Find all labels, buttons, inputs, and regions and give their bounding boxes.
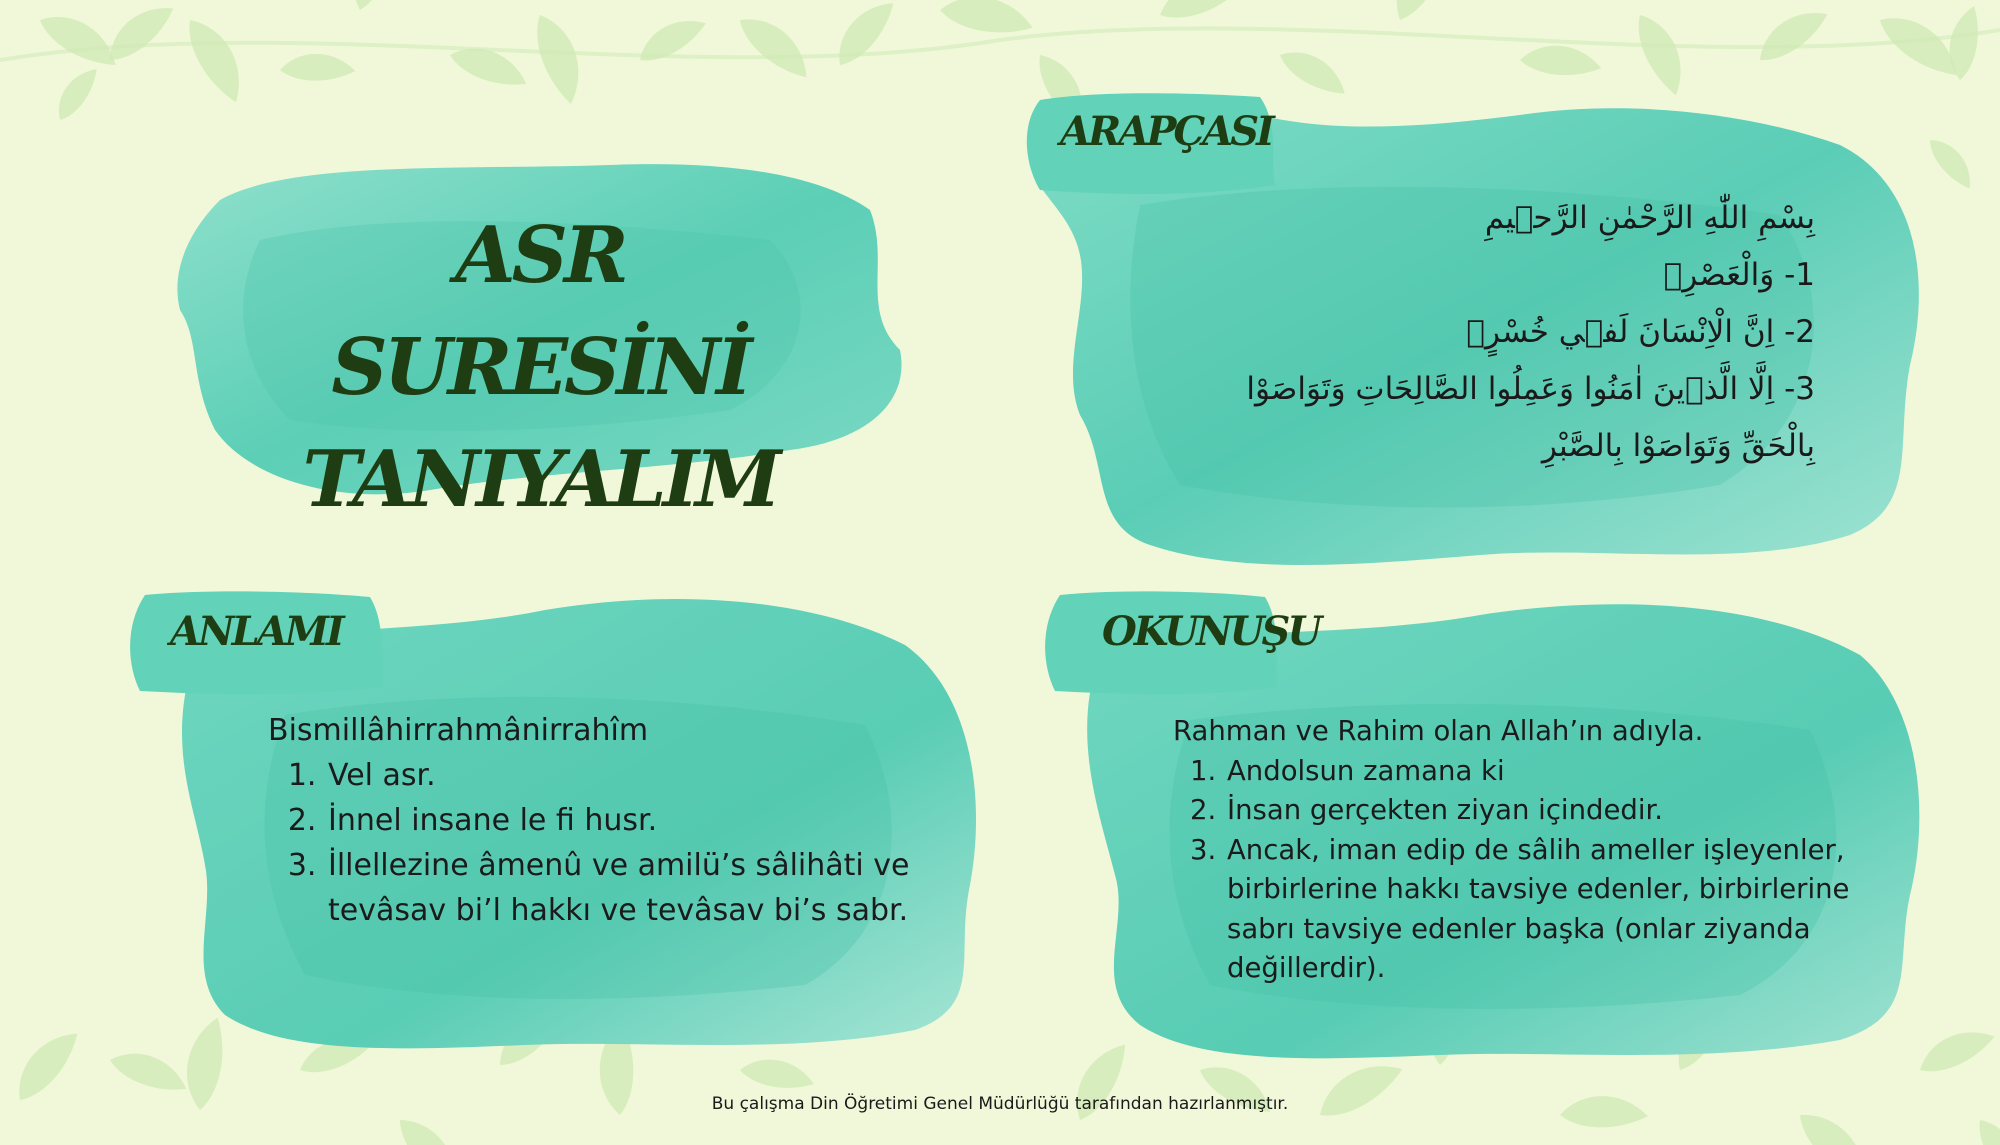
page-title [270,200,810,536]
okunusu-list-item-2: 2. İnsan gerçekten ziyan içindedir. [1225,791,1853,831]
arabic-line-1: 1- وَالْعَصْرِۙ [1663,257,1815,293]
page-title-line2: TANIYALIM [302,434,778,525]
okunusu-text-block [1173,712,1853,989]
arabic-line-2: 2- اِنَّ الْاِنْسَانَ لَف۪ي خُسْرٍۙ [1466,314,1815,350]
anlami-text-block [268,708,928,933]
anlami-list [268,753,928,933]
okunusu-list [1173,752,1853,989]
arabic-line-3-continued: بِالْحَقِّ وَتَوَاصَوْا بِالصَّبْرِ [1541,428,1815,464]
anlami-list-item-2: 2. İnnel insane le fi husr. [326,798,928,843]
okunusu-intro: Rahman ve Rahim olan Allah’ın adıyla. [1173,715,1704,747]
anlami-intro: Bismillâhirrahmânirrahîm [268,713,649,748]
footer-credit: Bu çalışma Din Öğretimi Genel Müdürlüğü tarafından hazırlanmıştır. [711,1094,1289,1114]
anlami-list-item-1: 1. Vel asr. [326,753,928,798]
okunusu-list-item-1: 1. Andolsun zamana ki [1225,752,1853,792]
arabic-line-3: 3- اِلَّا الَّذ۪ينَ اٰمَنُوا وَعَمِلُوا الصَّالِحَاتِ وَتَوَاصَوْا [1246,371,1815,407]
page-title-line1: ASR SURESİNİ [331,210,749,413]
okunusu-list-item-3: 3. Ancak, iman edip de sâlih ameller işleyenler, birbirlerine hakkı tavsiye edenler, birbirlerine sabrı tavsiye edenler başka (onlar ziyanda değillerdir). [1225,831,1853,989]
okunusu-label: OKUNUŞU [1102,608,1320,655]
arabic-line-basmala: بِسْمِ اللّٰهِ الرَّحْمٰنِ الرَّح۪يمِ [1484,200,1815,236]
arabic-text-block [1150,190,1815,475]
anlami-label: ANLAMI [170,608,342,655]
arapcasi-label: ARAPÇASI [1060,108,1272,155]
anlami-list-item-3: 3. İllellezine âmenû ve amilü’s sâlihâti ve tevâsav bi’l hakkı ve tevâsav bi’s sabr. [326,843,928,933]
